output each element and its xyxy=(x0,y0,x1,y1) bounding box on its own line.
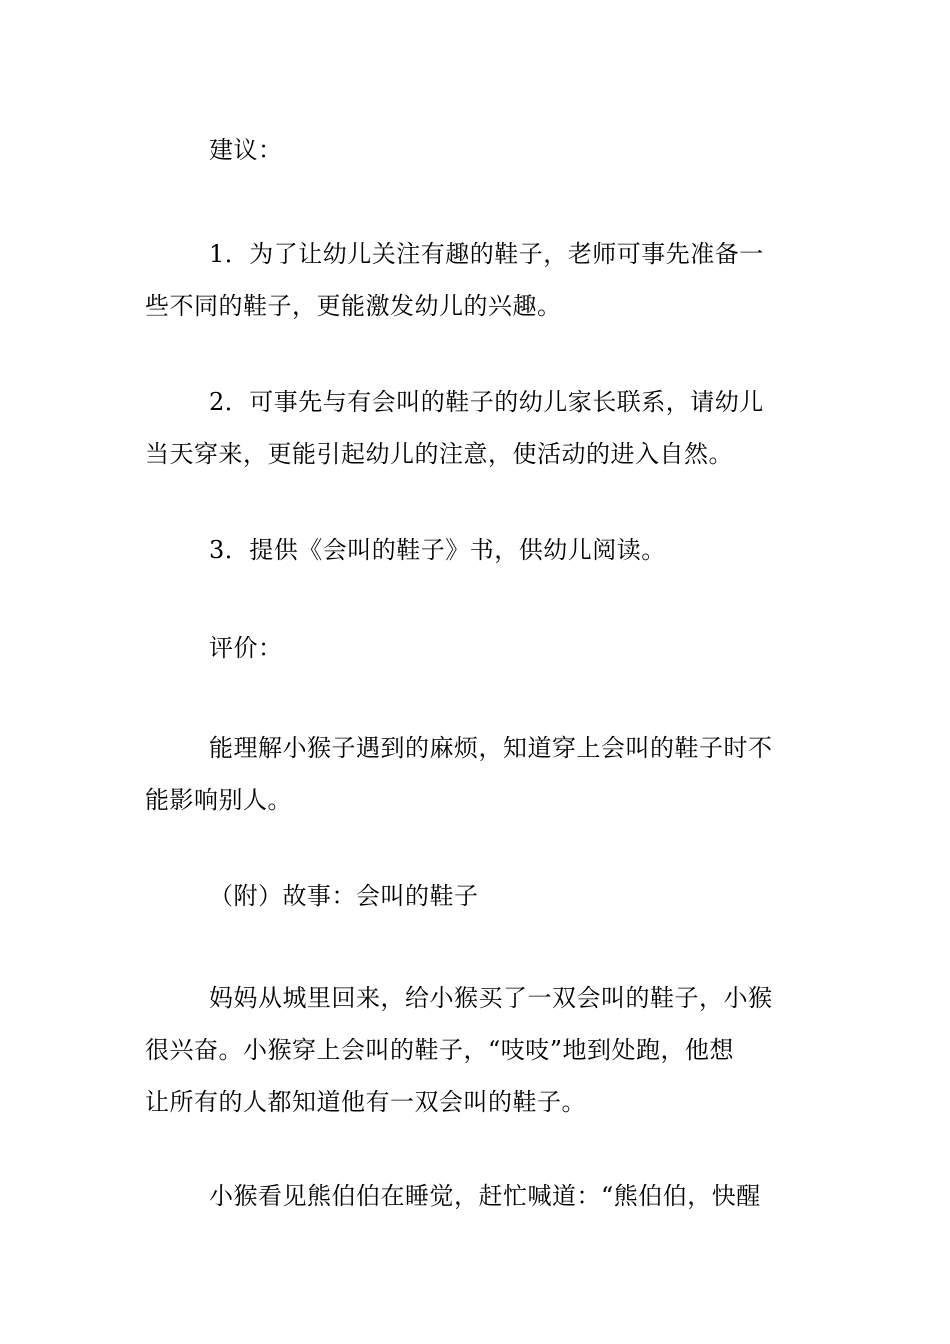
text-line: 些不同的鞋子，更能激发幼儿的兴趣。 xyxy=(145,292,562,320)
suggestion-item-1 xyxy=(145,228,807,332)
evaluation-text xyxy=(145,722,807,826)
story-paragraph-1 xyxy=(145,972,807,1128)
text-line: 让所有的人都知道他有一双会叫的鞋子。 xyxy=(145,1088,586,1116)
story-paragraph-2 xyxy=(145,1170,807,1222)
text-line: 2．可事先与有会叫的鞋子的幼儿家长联系，请幼儿 xyxy=(209,388,764,416)
text-line: 评价： xyxy=(209,634,283,662)
text-line: 1．为了让幼儿关注有趣的鞋子，老师可事先准备一 xyxy=(209,240,764,268)
text-line: 当天穿来，更能引起幼儿的注意，使活动的进入自然。 xyxy=(145,440,733,468)
text-line: （附）故事：会叫的鞋子 xyxy=(209,882,479,910)
heading-suggestions xyxy=(145,124,807,176)
suggestion-item-2 xyxy=(145,376,807,480)
text-line: 小猴看见熊伯伯在睡觉，赶忙喊道：“熊伯伯，快醒 xyxy=(209,1182,761,1210)
text-line: 能影响别人。 xyxy=(145,786,292,814)
text-line: 能理解小猴子遇到的麻烦，知道穿上会叫的鞋子时不 xyxy=(209,734,773,762)
story-title xyxy=(145,870,807,922)
suggestion-item-3 xyxy=(145,524,807,576)
text-line: 建议： xyxy=(209,136,283,164)
text-line: 妈妈从城里回来，给小猴买了一双会叫的鞋子，小猴 xyxy=(209,984,773,1012)
heading-evaluation xyxy=(145,622,807,674)
text-line: 很兴奋。小猴穿上会叫的鞋子，“吱吱”地到处跑，他想 xyxy=(145,1036,735,1064)
text-line: 3．提供《会叫的鞋子》书，供幼儿阅读。 xyxy=(209,536,666,564)
